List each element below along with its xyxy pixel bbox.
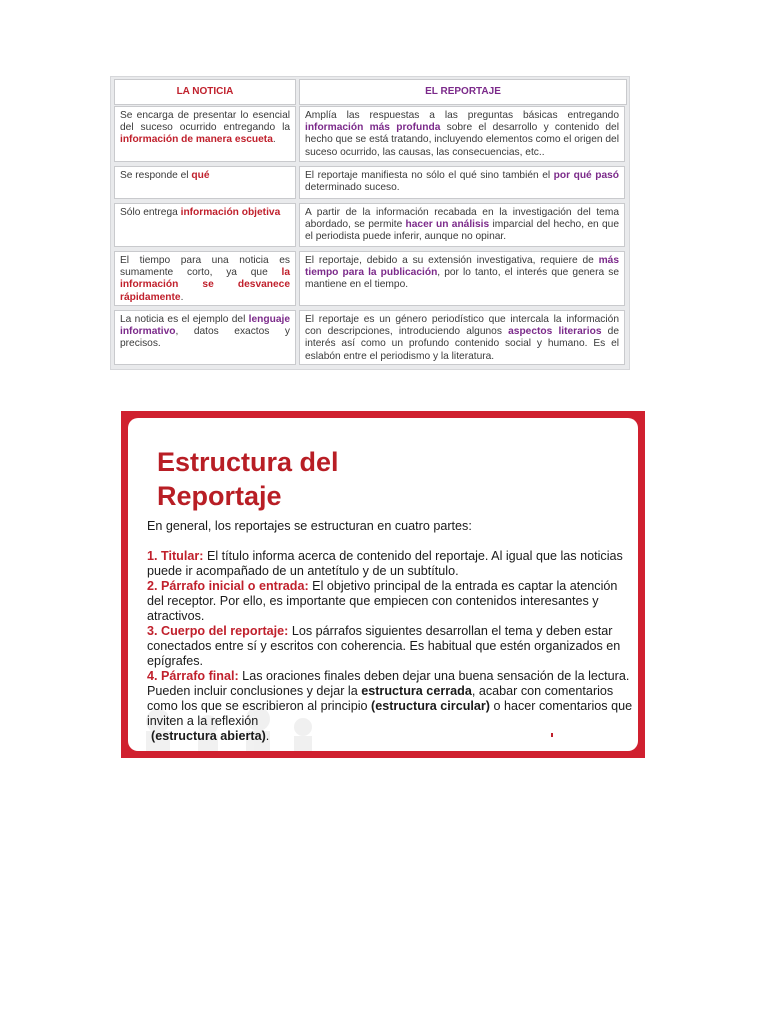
highlight-text: hacer un análisis [405, 219, 490, 231]
structure-item-3 [147, 624, 633, 669]
structure-item-4 [147, 669, 633, 729]
text-segment: Se encarga de presentar lo esencial del suceso ocurrido entregando la [120, 110, 290, 134]
card-title-line1: Estructura del [157, 447, 339, 477]
text-segment: El reportaje es un género periodístico que intercala la información con descripciones, introduciendo algunos [305, 314, 619, 338]
header-el-reportaje: EL REPORTAJE [299, 79, 627, 105]
highlight-text: qué [191, 170, 210, 181]
text-segment: de interés así como un profundo contenido social y humano. Es el eslabón entre el periodismo y la literatura. [305, 326, 619, 362]
structure-card [121, 411, 645, 758]
structure-item-2 [147, 579, 633, 624]
noticia-cell-2 [114, 166, 296, 199]
text-segment: Los párrafos siguientes desarrollan el tema y deben estar conectados entre sí y escritos con coherencia. Es habitual que estén organizados en epígrafes. [147, 624, 621, 668]
text-segment: La noticia es el ejemplo del [120, 314, 249, 325]
comparison-table [110, 76, 630, 370]
text-segment: sobre el desarrollo y contenido del hecho que se está tratando, incluyendo elementos como el origen del suceso ocurrido, las causas, las consecuencias, etc.. [305, 122, 619, 158]
item-term: 2. Párrafo inicial o entrada: [147, 579, 309, 593]
text-segment: , acabar con comentarios como los que se escribieron al principio [147, 684, 614, 713]
reportaje-cell-5 [299, 310, 625, 365]
reportaje-cell-3 [299, 203, 625, 247]
structure-closing [147, 729, 633, 744]
text-segment: o hacer comentarios que inviten a la reflexión [147, 699, 633, 728]
item-term: 1. Titular: [147, 549, 204, 563]
text-segment: imparcial del hecho, en que el periodista puede inferir, aunque no opinar. [305, 219, 620, 243]
noticia-cell-5 [114, 310, 296, 365]
text-segment: A partir de la información recabada en la investigación del tema abordado, se permite [305, 207, 619, 231]
noticia-cell-3 [114, 203, 296, 247]
structure-item-1 [147, 549, 633, 579]
highlight-text: información de manera escueta [120, 134, 273, 146]
text-segment: El tiempo para una noticia es sumamente corto, ya que [120, 255, 290, 279]
highlight-text: lenguaje informativo [120, 314, 290, 338]
card-body [147, 519, 633, 744]
item-term: 3. Cuerpo del reportaje: [147, 624, 289, 638]
text-segment: . [180, 291, 184, 303]
text-segment: , por lo tanto, el interés que genera se mantiene en el tiempo. [305, 267, 619, 291]
card-title [157, 445, 517, 513]
reportaje-cell-2 [299, 166, 625, 199]
closing-bold: (estructura abierta) [151, 729, 266, 743]
reportaje-cell-1 [299, 106, 625, 162]
highlight-text: información objetiva [180, 207, 281, 218]
red-mark [551, 733, 553, 737]
highlight-text: por qué pasó [553, 170, 620, 181]
text-segment: Se responde el [120, 170, 192, 181]
text-segment: Amplía las respuestas a las preguntas básicas entregando [305, 110, 619, 121]
reportaje-cell-4 [299, 251, 625, 306]
text-segment: El objetivo principal de la entrada es captar la atención del receptor. Por ello, es importante que empiecen con contenidos interesantes y atractivos. [147, 579, 618, 623]
text-segment: . [272, 134, 276, 146]
item-term: 4. Párrafo final: [147, 669, 239, 683]
highlight-text: más tiempo para la publicación [305, 255, 619, 279]
text-segment: (estructura circular) [371, 699, 490, 713]
noticia-cell-1 [114, 106, 296, 162]
highlight-text: aspectos literarios [508, 326, 602, 338]
text-segment: Las oraciones finales deben dejar una buena sensación de la lectura. Pueden incluir conclusiones y dejar la [147, 669, 630, 698]
text-segment: determinado suceso. [305, 182, 400, 194]
text-segment: Sólo entrega [120, 207, 181, 218]
highlight-text: la información se desvanece rápidamente [120, 267, 290, 303]
text-segment: , datos exactos y precisos. [120, 326, 290, 350]
card-intro: En general, los reportajes se estructuran en cuatro partes: [147, 519, 472, 533]
noticia-cell-4 [114, 251, 296, 306]
closing-tail: . [265, 729, 270, 743]
highlight-text: información más profunda [305, 122, 441, 134]
text-segment: El título informa acerca de contenido del reportaje. Al igual que las noticias puede ir acompañado de un antetítulo y de un subtítulo. [147, 549, 623, 578]
text-segment: El reportaje manifiesta no sólo el qué sino también el [305, 170, 554, 181]
header-la-noticia: LA NOTICIA [114, 79, 296, 105]
card-panel [128, 418, 638, 751]
card-title-line2: Reportaje [157, 481, 282, 511]
text-segment: estructura cerrada [361, 684, 472, 698]
item-text [147, 549, 623, 578]
text-segment: El reportaje, debido a su extensión investigativa, requiere de [305, 255, 599, 266]
